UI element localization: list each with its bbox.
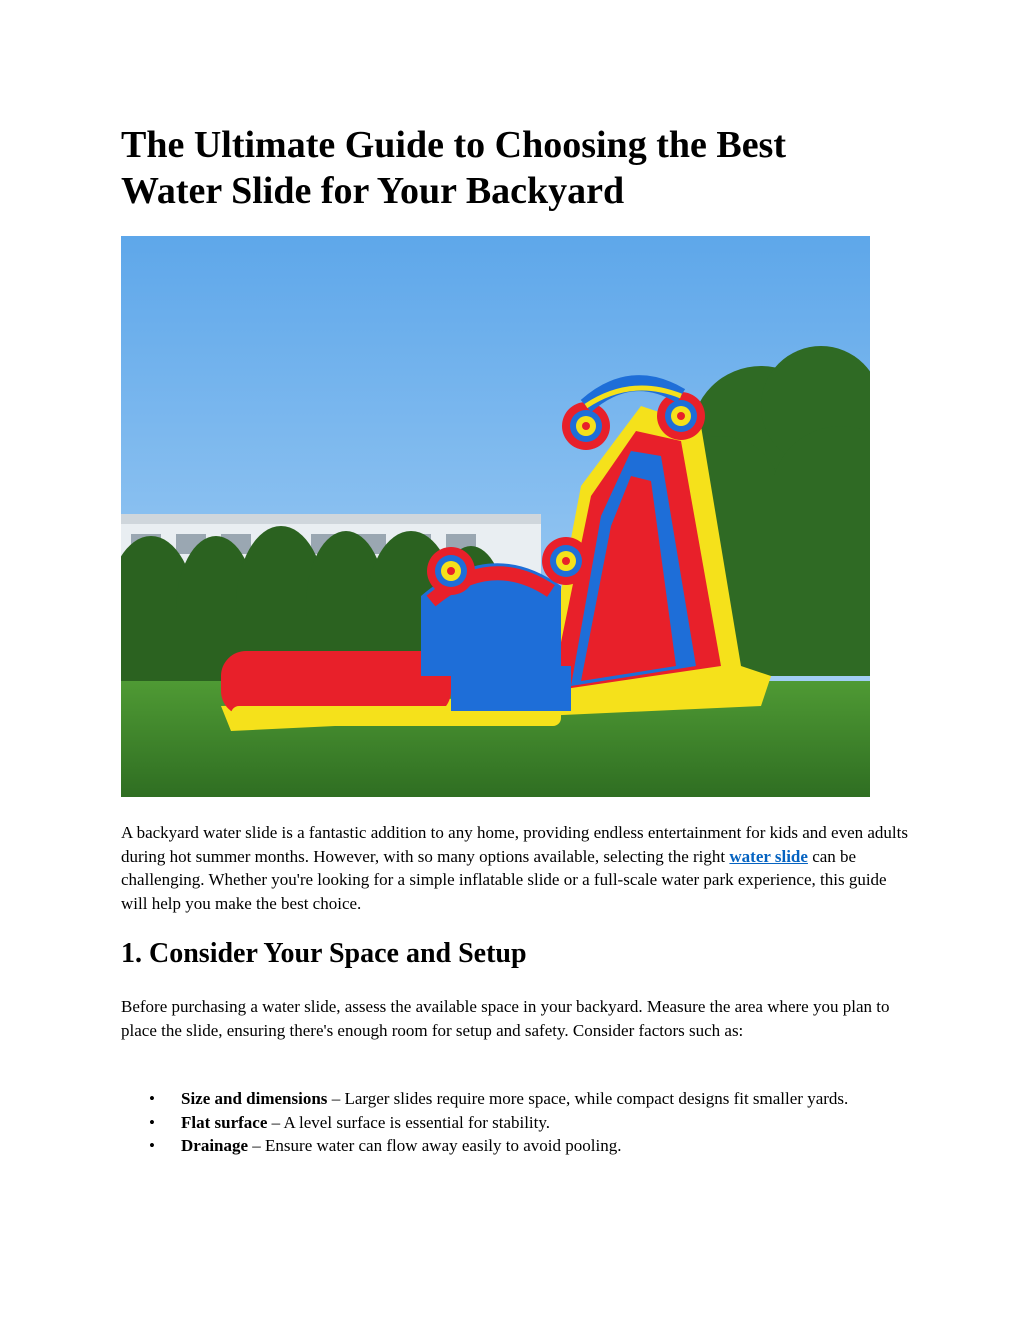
factors-list [121, 1087, 941, 1158]
list-item [149, 1134, 941, 1158]
list-item-desc: – A level surface is essential for stability. [267, 1112, 551, 1132]
bullet-icon: • [149, 1112, 155, 1132]
list-item-term: Size and dimensions [181, 1089, 328, 1108]
list-item-term: Drainage [181, 1136, 249, 1155]
intro-text-end: can be challenging. Whether you're looking for a simple inflatable slide or a full-scale water park experience, this guide will help you make the best choice. [121, 846, 887, 913]
list-item [149, 1111, 941, 1135]
section-paragraph: Before purchasing a water slide, assess the available space in your backyard. Measure the area where you plan to place the slide, ensuring there's enough room for setup and safety. Consider factors such as: [121, 997, 890, 1040]
article-title: The Ultimate Guide to Choosing the Best Water Slide for Your Backyard [121, 124, 786, 212]
section-heading-space-setup: 1. Consider Your Space and Setup [121, 938, 527, 969]
intro-paragraph [121, 821, 911, 915]
list-item-term: Flat surface [181, 1112, 268, 1132]
bullet-icon: • [149, 1089, 155, 1108]
intro-text-start: A backyard water slide is a fantastic addition to any home, providing endless entertainment for kids and even adults during hot summer months. However, with so many options available, selecting the right [121, 823, 908, 866]
list-item [149, 1087, 941, 1111]
list-item-desc: – Ensure water can flow away easily to avoid pooling. [248, 1136, 622, 1155]
water-slide-photo [121, 236, 870, 797]
list-item-desc: – Larger slides require more space, while compact designs fit smaller yards. [327, 1089, 849, 1108]
water-slide-link[interactable]: water slide [729, 846, 808, 866]
bullet-icon: • [149, 1136, 155, 1155]
